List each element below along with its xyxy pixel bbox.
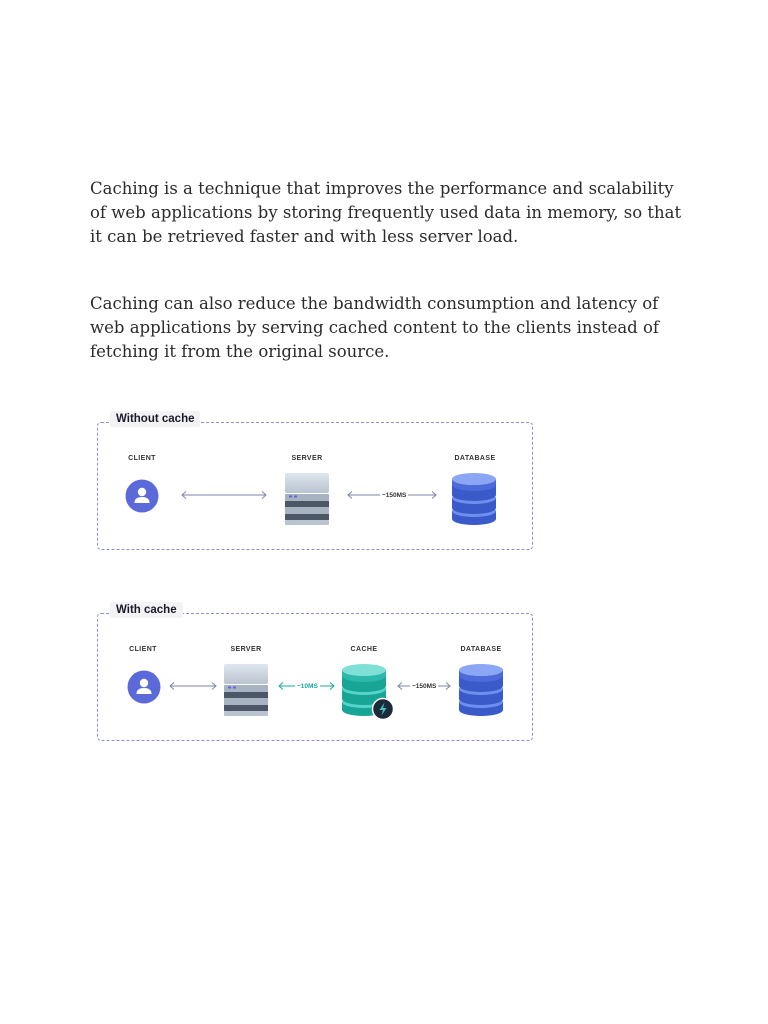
- without-cache-diagram: [97, 413, 533, 550]
- database-label: DATABASE: [460, 646, 502, 653]
- client-label: CLIENT: [129, 646, 157, 653]
- server-icon: [223, 663, 269, 717]
- client-user-icon: [127, 670, 161, 704]
- server-label: SERVER: [291, 455, 323, 462]
- cache-database-latency: ~150MS: [412, 682, 437, 690]
- cache-icon: [341, 662, 399, 722]
- bandwidth-paragraph: Caching can also reduce the bandwidth consumption and latency of web applications by serving cached content to the clients instead of fetching it from the original source.: [90, 294, 660, 361]
- client-server-arrow: [168, 681, 218, 691]
- bolt-icon: [373, 699, 394, 720]
- client-label: CLIENT: [128, 455, 156, 462]
- with-cache-diagram: [97, 604, 533, 741]
- server-label: SERVER: [230, 646, 262, 653]
- client-server-arrow: [180, 490, 268, 500]
- database-icon: [451, 471, 497, 527]
- server-database-arrow: [346, 490, 438, 500]
- server-cache-latency: ~10MS: [297, 682, 318, 690]
- client-user-icon: [125, 479, 159, 513]
- database-label: DATABASE: [454, 455, 496, 462]
- database-icon: [458, 662, 504, 718]
- server-cache-arrow: [277, 681, 336, 691]
- server-icon: [284, 472, 330, 526]
- cache-database-arrow: [396, 681, 452, 691]
- with-cache-title: With cache: [110, 602, 183, 618]
- server-database-latency: ~150MS: [382, 491, 407, 499]
- intro-paragraph: Caching is a technique that improves the performance and scalability of web applications by storing frequently used data in memory, so that it can be retrieved faster and with less server load.: [90, 179, 682, 246]
- without-cache-title: Without cache: [110, 411, 200, 427]
- cache-label: CACHE: [350, 646, 378, 653]
